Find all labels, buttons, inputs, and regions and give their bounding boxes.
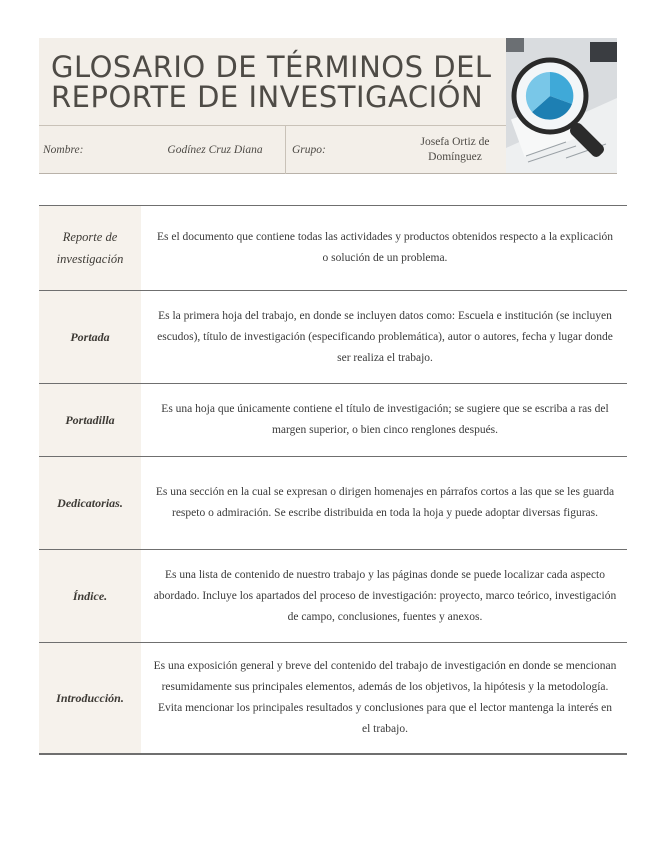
definition-cell: Es una lista de contenido de nuestro trabajo y las páginas donde se puede localizar cada aspecto abordado. Incluye los apartados del proceso de investigación: proyecto, marco teórico, investigación de campo, conclusiones, fuentes y anexos. [153, 568, 617, 623]
term-cell: Introducción. [39, 643, 141, 753]
glossary-row [39, 549, 627, 642]
term-cell: Portadilla [39, 384, 141, 456]
definition-cell: Es una hoja que únicamente contiene el título de investigación; se sugiere que se escriba a ras del margen superior, o bien cinco renglones después. [161, 403, 609, 436]
definition-cell: Es la primera hoja del trabajo, en donde se incluyen datos como: Escuela e institución (se incluyen escudos), título de investigación (especificando problemática), autor o autores, fecha y lugar donde ser realiza el trabajo. [157, 309, 613, 364]
header [39, 38, 617, 174]
definition-cell: Es una sección en la cual se expresan o dirigen homenajes en párrafos cortos a las que se les guarda respeto o admiración. Se escribe distribuida en toda la hoja y puede adoptar diversas figuras. [155, 486, 615, 519]
name-value: Godínez Cruz Diana [167, 143, 263, 156]
group-value: Josefa Ortiz de Domínguez [420, 136, 490, 163]
group-label: Grupo: [285, 126, 372, 174]
definition-cell: Es una exposición general y breve del contenido del trabajo de investigación en donde se mencionan resumidamente sus principales elementos, además de los objetivos, la hipótesis y la metodología. Evita mencionar los principales resultados y conclusiones para que el lector mantenga la interés en el trabajo. [153, 660, 617, 735]
document-title: GLOSARIO DE TÉRMINOS DEL REPORTE DE INVESTIGACIÓN [51, 50, 492, 114]
name-label: Nombre: [43, 143, 84, 156]
glossary-row [39, 290, 627, 383]
glossary-row [39, 456, 627, 549]
glossary-table [39, 205, 627, 755]
term-cell: Portada [39, 291, 141, 383]
glossary-row [39, 205, 627, 290]
magnifier-report-photo-icon [506, 38, 617, 173]
student-info-row [39, 125, 506, 174]
glossary-row [39, 383, 627, 456]
term-cell: Reporte de investigación [39, 206, 141, 290]
term-cell: Dedicatorias. [39, 457, 141, 549]
definition-cell: Es el documento que contiene todas las actividades y productos obtenidos respecto a la explicación o solución de un problema. [156, 231, 614, 264]
glossary-row [39, 642, 627, 755]
term-cell: Índice. [39, 550, 141, 642]
